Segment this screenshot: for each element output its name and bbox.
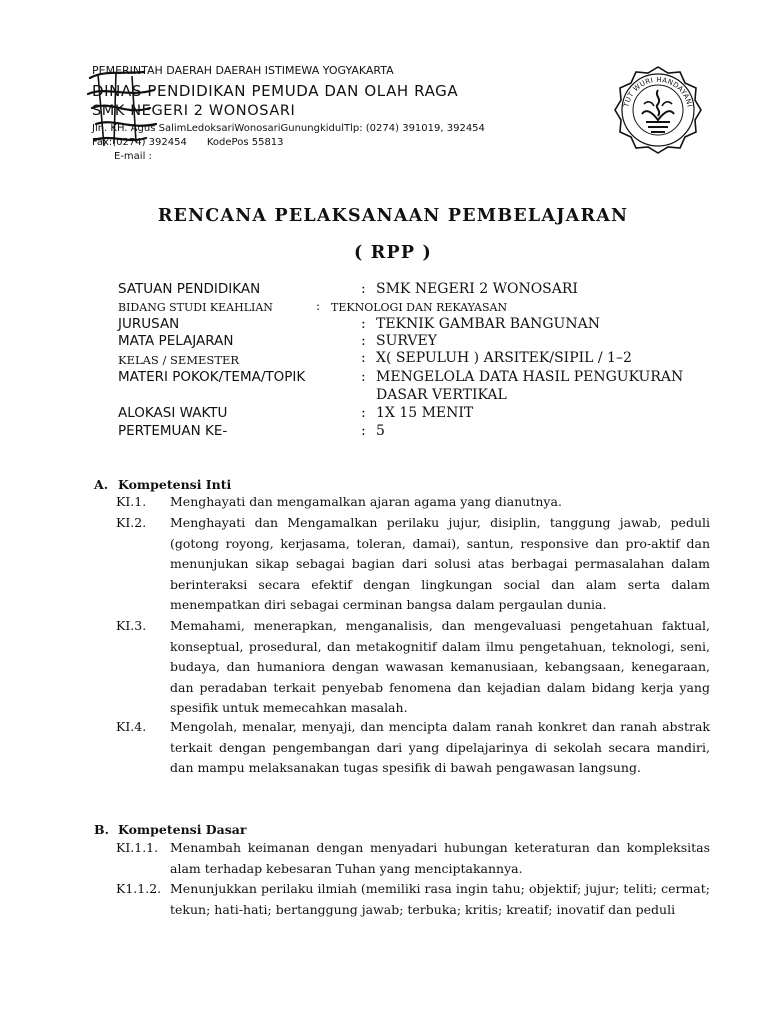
identity-value: MENGELOLA DATA HASIL PENGUKURAN (376, 369, 684, 385)
identity-separator: : (316, 299, 321, 313)
identity-row (118, 369, 718, 387)
identity-separator: : (361, 281, 366, 297)
letterhead-agency: DINAS PENDIDIKAN PEMUDA DAN OLAH RAGA (92, 82, 459, 100)
document-title: RENCANA PELAKSANAAN PEMBELAJARAN (157, 206, 629, 226)
document-subtitle: ( RPP ) (353, 243, 432, 263)
competency-number: KI.2. (116, 515, 147, 530)
identity-row (118, 333, 718, 351)
identity-row (118, 316, 718, 334)
competency-text: Mengolah, menalar, menyaji, dan mencipta dalam ranah konkret dan ranah abstrak terkait dengan pengembangan dari yang dipelajarinya di sekolah secara mandiri, dan mampu melaksanakan tugas spesifik di bawah pengawasan langsung. (170, 719, 710, 776)
identity-label: MATERI POKOK/TEMA/TOPIK (118, 369, 306, 385)
identity-value: X( SEPULUH ) ARSITEK/SIPIL / 1–2 (376, 350, 632, 366)
identity-value: TEKNIK GAMBAR BANGUNAN (376, 316, 600, 332)
identity-value: SURVEY (376, 333, 438, 349)
identity-value: 5 (376, 423, 385, 439)
identity-value: 1X 15 MENIT (376, 405, 474, 421)
scribble-mark (84, 64, 174, 154)
competency-number: KI.1. (116, 494, 147, 509)
section-letter: B. (94, 822, 109, 837)
identity-value: SMK NEGERI 2 WONOSARI (376, 281, 578, 297)
identity-row (118, 298, 718, 316)
section-letter: A. (94, 477, 109, 492)
identity-separator: : (361, 350, 366, 366)
competency-text: Menambah keimanan dengan menyadari hubungan keteraturan dan kompleksitas alam terhadap kebesaran Tuhan yang menciptakannya. (170, 840, 710, 876)
identity-label: ALOKASI WAKTU (118, 405, 228, 421)
identity-value-continued: DASAR VERTIKAL (376, 387, 507, 403)
section-title: Kompetensi Dasar (118, 822, 247, 837)
letterhead-kodepos: KodePos 55813 (206, 137, 284, 148)
section-title: Kompetensi Inti (118, 477, 232, 492)
identity-label: SATUAN PENDIDIKAN (118, 281, 261, 297)
competency-number: KI.4. (116, 719, 147, 734)
letterhead-fax: Fax:(0274) 392454 (92, 137, 187, 148)
competency-text: Menunjukkan perilaku ilmiah (memiliki rasa ingin tahu; objektif; jujur; teliti; cermat; tekun; hati-hati; bertanggung jawab; terbuka; kritis; kreatif; inovatif dan peduli (170, 881, 710, 917)
letterhead-school: SMK NEGERI 2 WONOSARI (92, 103, 296, 119)
letterhead-government: PEMERINTAH DAERAH DAERAH ISTIMEWA YOGYAKARTA (92, 64, 394, 77)
identity-label: KELAS / SEMESTER (118, 353, 240, 367)
competency-text: Menghayati dan Mengamalkan perilaku jujur, disiplin, tanggung jawab, peduli (gotong royong, kerjasama, toleran, damai), santun, responsive dan pro-aktif dan menunjukan sikap sebagai bagian dari solusi atas berbagai permasalahan dalam berinteraksi secara efektif dengan lingkungan social dan alam serta dalam menempatkan diri sebagai cerminan bangsa dalam pergaulan dunia. (170, 515, 710, 613)
competency-text: Menghayati dan mengamalkan ajaran agama yang dianutnya. (170, 494, 562, 509)
identity-label: JURUSAN (118, 316, 180, 332)
identity-row (118, 350, 718, 368)
letterhead-address: Jln. KH. Agus SalimLedoksariWonosariGunungkidulTlp: (0274) 391019, 392454 (92, 123, 485, 134)
seal-motto: TUT WURI HANDAYANI (622, 75, 694, 108)
identity-separator: : (361, 333, 366, 349)
identity-label: MATA PELAJARAN (118, 333, 234, 349)
tut-wuri-handayani-seal-icon (612, 64, 704, 156)
identity-label: PERTEMUAN KE- (118, 423, 228, 439)
identity-row (118, 405, 718, 423)
competency-number: KI.3. (116, 618, 147, 633)
identity-label: BIDANG STUDI KEAHLIAN (118, 301, 273, 314)
competency-text: Memahami, menerapkan, menganalisis, dan mengevaluasi pengetahuan faktual, konseptual, prosedural, dan metakognitif dalam ilmu pengetahuan, teknologi, seni, budaya, dan humaniora dengan wawasan kemanusiaan, kebangsaan, kenegaraan, dan peradaban terkait penyebab fenomena dan kejadian dalam bidang kerja yang spesifik untuk memecahkan masalah. (170, 618, 710, 716)
identity-separator: : (361, 316, 366, 332)
identity-row (118, 423, 718, 441)
competency-number: K1.1.2. (116, 881, 162, 896)
identity-row (118, 281, 718, 299)
letterhead-email: E-mail : (114, 151, 152, 162)
identity-separator: : (361, 423, 366, 439)
identity-separator: : (361, 369, 366, 385)
identity-value: TEKNOLOGI DAN REKAYASAN (331, 301, 508, 314)
competency-number: KI.1.1. (116, 840, 159, 855)
identity-separator: : (361, 405, 366, 421)
